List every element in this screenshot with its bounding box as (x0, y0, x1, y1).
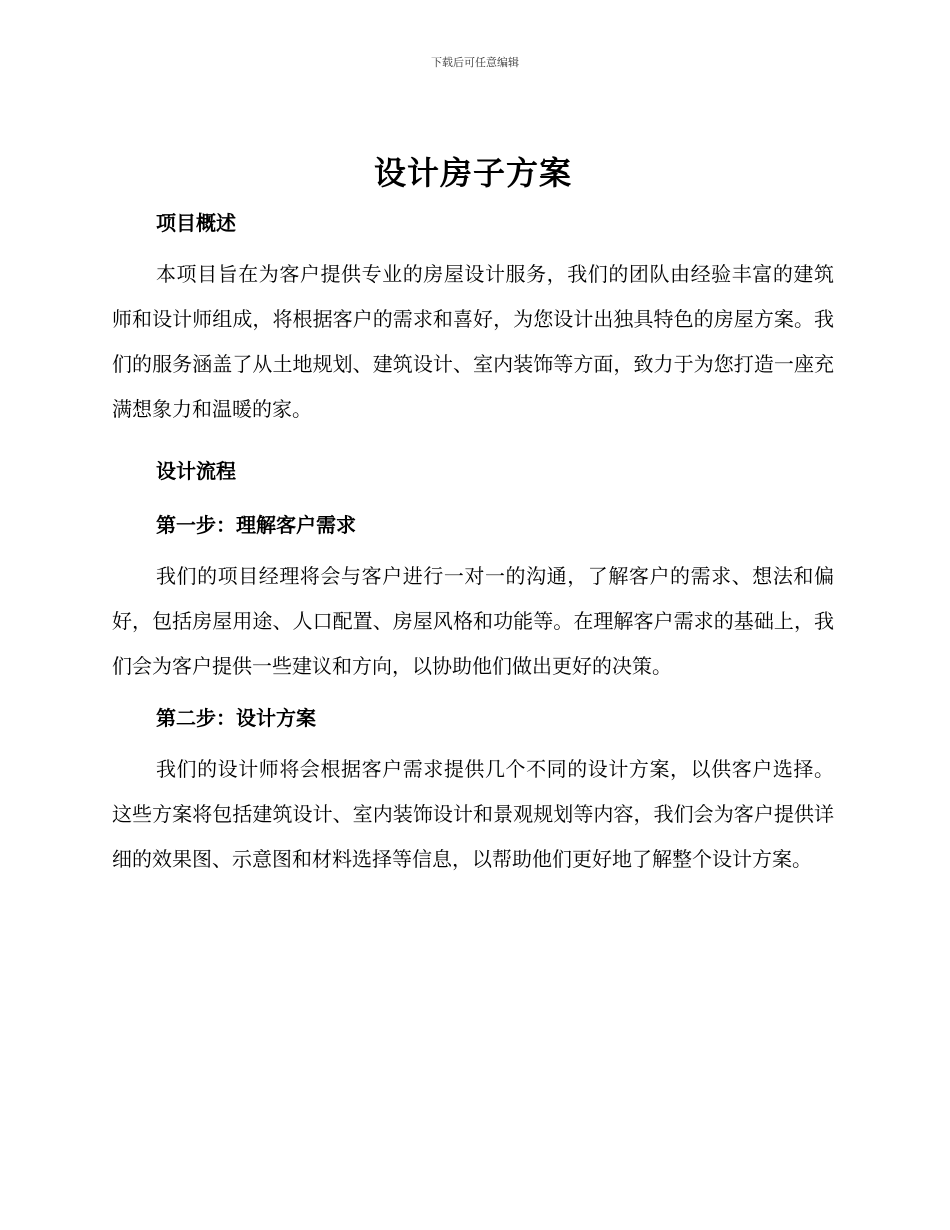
section-paragraph-overview: 本项目旨在为客户提供专业的房屋设计服务，我们的团队由经验丰富的建筑师和设计师组成，将根据客户的需求和喜好，为您设计出独具特色的房屋方案。我们的服务涵盖了从土地规划、建筑设计、室内装饰等方面，致力于为您打造一座充满想象力和温暖的家。 (112, 262, 834, 421)
section-heading-process: 设计流程 (156, 459, 236, 483)
section-heading-step-one: 第一步：理解客户需求 (156, 513, 356, 537)
page-header-note: 下载后可任意编辑 (431, 56, 519, 69)
document-body (112, 148, 834, 882)
document-title: 设计房子方案 (373, 154, 572, 192)
section-heading-step-two: 第二步：设计方案 (156, 706, 316, 730)
section-paragraph-step-one: 我们的项目经理将会与客户进行一对一的沟通，了解客户的需求、想法和偏好，包括房屋用途、人口配置、房屋风格和功能等。在理解客户需求的基础上，我们会为客户提供一些建议和方向，以协助他们做出更好的决策。 (112, 564, 834, 678)
section-heading-overview: 项目概述 (156, 211, 236, 235)
section-paragraph-step-two: 我们的设计师将会根据客户需求提供几个不同的设计方案，以供客户选择。这些方案将包括建筑设计、室内装饰设计和景观规划等内容，我们会为客户提供详细的效果图、示意图和材料选择等信息，以帮助他们更好地了解整个设计方案。 (112, 757, 834, 871)
